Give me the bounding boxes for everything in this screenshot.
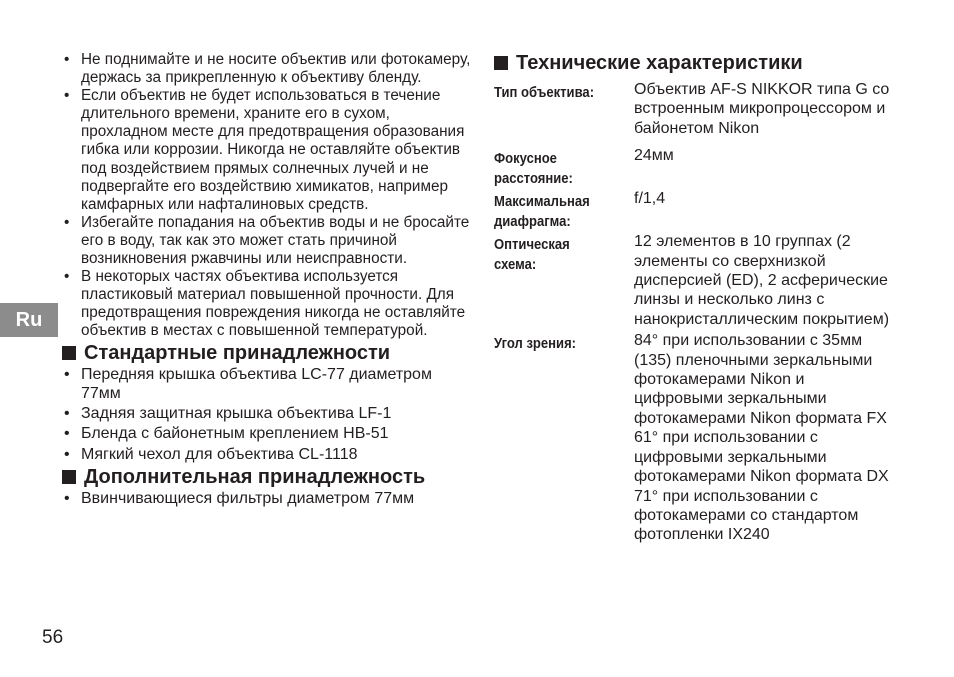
spec-label: Тип объектива: — [494, 85, 595, 101]
language-tab: Ru — [0, 303, 58, 337]
list-item: • Ввинчивающиеся фильтры диаметром 77мм — [62, 489, 472, 508]
care-item: • Не поднимайте и не носите объектив или фотокамеру, держась за прикрепленную к объективу бленду. — [62, 51, 472, 87]
specs-heading — [494, 51, 894, 75]
standard-accessories-heading — [62, 341, 472, 365]
spec-label: Оптическая схема: — [494, 237, 570, 274]
list-item: • Задняя защитная крышка объектива LF-1 — [62, 404, 472, 423]
spec-row-lens-construction — [494, 232, 894, 329]
care-item: • В некоторых частях объектива используется пластиковый материал повышенной прочности. Для предотвращения повреждения никогда не оставляйте объектив в местах с повышенной температурой. — [62, 268, 472, 340]
care-item: • Если объектив не будет использоваться в течение длительного времени, храните его в сухом, прохладном месте для предотвращения образования гибка или коррозии. Никогда не оставляйте объектив под воздействием прямых солнечных лучей и не подвергайте его воздействию химикатов, например камфарных или нафталиновых средств. — [62, 87, 472, 214]
spec-value: Объектив AF-S NIKKOR типа G со встроенным микропроцессором и байонетом Nikon — [634, 81, 890, 137]
spec-label: Фокусное расстояние: — [494, 151, 573, 188]
care-item: • Избегайте попадания на объектив воды и не бросайте его в воду, так как это может стать причиной возникновения ржавчины или неисправности. — [62, 214, 472, 268]
square-bullet-icon — [62, 470, 76, 484]
list-item: • Передняя крышка объектива LC-77 диаметром 77мм — [62, 365, 472, 404]
right-column — [494, 51, 894, 545]
spec-row-max-aperture — [494, 189, 894, 230]
spec-label: Максимальная диафрагма: — [494, 194, 590, 231]
spec-row-angle-of-view — [494, 331, 894, 544]
spec-row-focal-length — [494, 146, 894, 187]
optional-accessory-heading — [62, 465, 472, 489]
spec-value: 24мм — [634, 147, 674, 165]
spec-label: Угол зрения: — [494, 336, 577, 353]
heading-text: Стандартные принадлежности — [84, 341, 391, 364]
spec-value: 12 элементов в 10 группах (2 элементы со сверхнизкой дисперсией (ED), 2 асферические линзы и несколько линз с нанокристаллическим покрытием) — [634, 233, 890, 328]
spec-value: 84° при использовании с 35мм (135) пленочными зеркальными фотокамерами Nikon и цифровыми зеркальными фотокамерами Nikon формата FX 61° при использовании с цифровыми зеркальными фотокамерами Nikon формата DX 71° при использовании с фотокамерами со стандартом фотопленки IX240 — [634, 332, 889, 544]
page-number: 56 — [42, 627, 64, 648]
spec-row-lens-type — [494, 80, 894, 138]
square-bullet-icon — [494, 56, 508, 70]
heading-text: Технические характеристики — [516, 52, 803, 74]
square-bullet-icon — [62, 346, 76, 360]
spec-value: f/1,4 — [634, 190, 666, 208]
list-item: • Мягкий чехол для объектива CL-1118 — [62, 445, 472, 464]
optional-accessory-list — [62, 489, 472, 508]
standard-accessories-list — [62, 365, 472, 464]
heading-text: Дополнительная принадлежность — [84, 465, 426, 488]
care-list — [62, 51, 472, 341]
left-column — [62, 51, 472, 508]
list-item: • Бленда с байонетным креплением HB-51 — [62, 424, 472, 443]
